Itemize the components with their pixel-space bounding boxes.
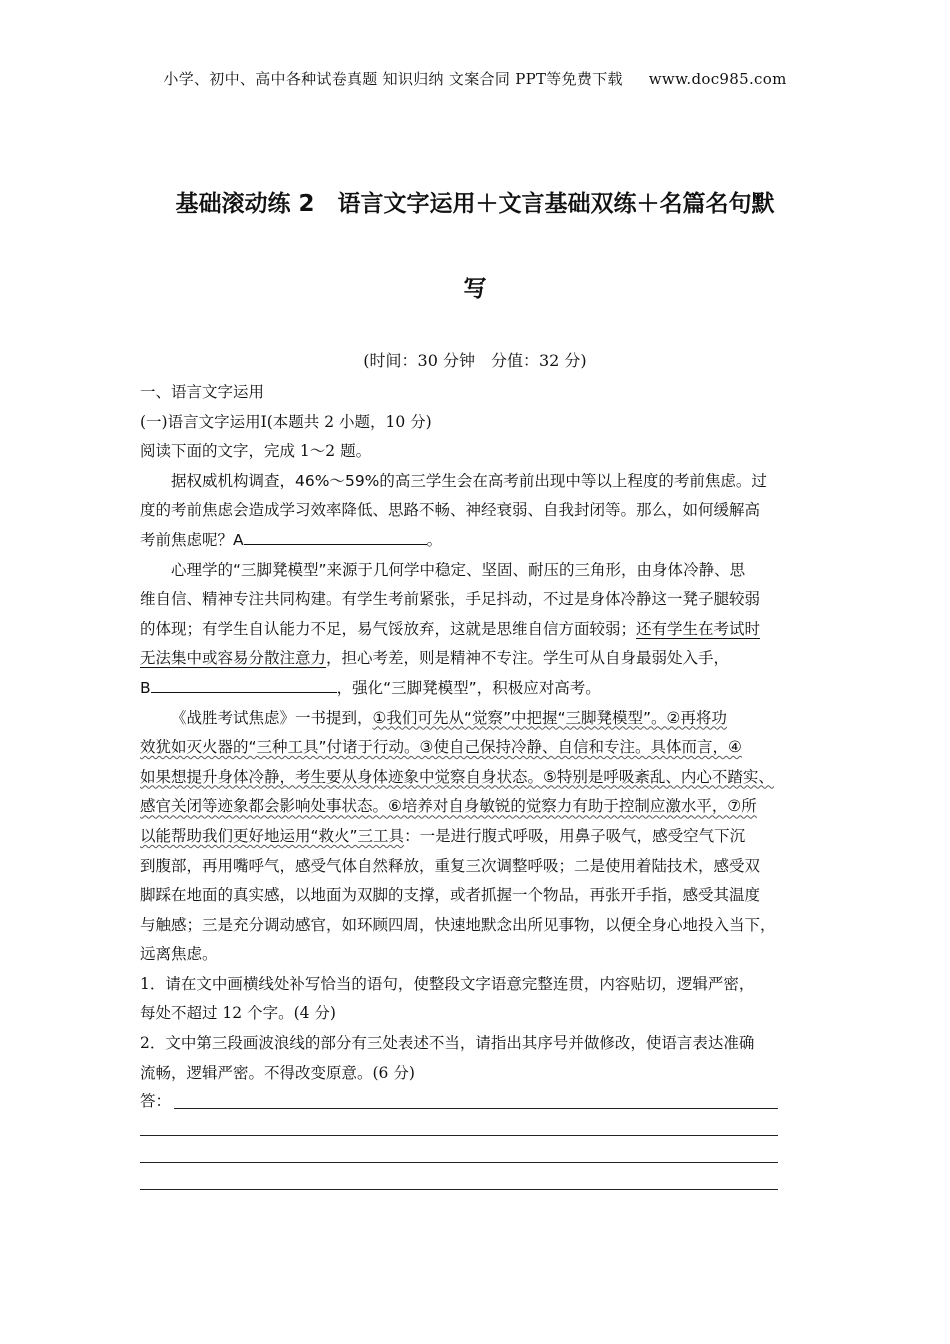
answer-area[interactable] — [140, 1088, 815, 1115]
passage-line: 维自信、精神专注共同构建。有学生考前紧张，手足抖动，不过是身体冷静这一凳子腿较弱 — [140, 590, 761, 609]
passage-line — [140, 704, 815, 734]
passage-line: 脚踩在地面的真实感，以地面为双脚的支撑，或者抓握一个物品，再张开手指，感受其温度 — [140, 886, 761, 905]
question-1-line: 每处不超过 12 个字。(4 分) — [140, 1004, 336, 1023]
answer-rule — [174, 1108, 778, 1109]
wavy-underlined-text: 效犹如灭火器的“三种工具”付诸于行动。③使自己保持冷静、自信和专注。具体而言，④ — [140, 738, 742, 757]
passage-line — [140, 763, 815, 793]
passage-line — [140, 733, 815, 763]
reading-instruction: 阅读下面的文字，完成 1～2 题。 — [140, 442, 372, 461]
blank-label-b: B — [140, 678, 151, 697]
wavy-underlined-text: ①我们可先从“觉察”中把握“三脚凳模型”。②再将功 — [372, 708, 727, 727]
section-heading: 一、语言文字运用 — [140, 383, 265, 401]
answer-rule — [140, 1189, 778, 1190]
passage-text: 《战胜考试焦虑》一书提到， — [171, 708, 373, 727]
question-1-line: 1．请在文中画横线处补写恰当的语句，使整段文字语意完整连贯，内容贴切，逻辑严密， — [140, 974, 755, 993]
time-and-score: (时间：30 分钟 分值：32 分) — [363, 351, 587, 370]
passage-line — [140, 615, 815, 645]
passage-line — [140, 644, 815, 674]
passage-line — [140, 674, 815, 704]
passage-line: 据权威机构调查，46%～59%的高三学生会在高考前出现中等以上程度的考前焦虑。过 — [171, 471, 767, 490]
passage-line: 心理学的“三脚凳模型”来源于几何学中稳定、坚固、耐压的三角形，由身体冷静、思 — [171, 560, 746, 579]
wavy-underlined-text: 以能帮助我们更好地运用“救火”三工具 — [140, 826, 405, 845]
passage-line: 度的考前焦虑会造成学习效率降低、思路不畅、神经衰弱、自我封闭等。那么，如何缓解高 — [140, 501, 761, 520]
answer-rule — [140, 1135, 778, 1136]
sub-section-heading: (一)语言文字运用Ⅰ(本题共 2 小题，10 分) — [140, 412, 432, 431]
wavy-underlined-text: 感官关闭等迹象都会影响处事状态。⑥培养对自身敏锐的觉察力有助于控制应激水平，⑦所 — [140, 797, 757, 816]
answer-area[interactable] — [140, 1169, 815, 1196]
passage-line: 到腹部，再用嘴呼气，感受气体自然释放，重复三次调整呼吸；二是使用着陆技术，感受双 — [140, 856, 761, 875]
passage-text: ：一是进行腹式呼吸，用鼻子吸气，感受空气下沉 — [404, 826, 746, 845]
passage-line — [140, 526, 815, 556]
wavy-underlined-text: 如果想提升身体冷静，考生要从身体迹象中觉察自身状态。⑤特别是呼吸紊乱、内心不踏实、 — [140, 767, 774, 786]
passage-line — [140, 822, 815, 852]
header-url[interactable]: www.doc985.com — [648, 70, 787, 88]
page-title: 基础滚动练 2 语言文字运用＋文言基础双练＋名篇名句默 — [175, 191, 775, 217]
answer-area[interactable] — [140, 1115, 815, 1142]
underlined-text: 无法集中或容易分散注意力 — [140, 649, 327, 668]
passage-text: ，担心考差，则是精神不专注。学生可从自身最弱处入手， — [326, 649, 730, 668]
page-header — [0, 68, 950, 89]
header-text: 小学、初中、高中各种试卷真题 知识归纳 文案合同 PPT等免费下载 — [163, 70, 623, 88]
question-2-line: 流畅，逻辑严密。不得改变原意。(6 分) — [140, 1063, 415, 1082]
answer-rule — [140, 1162, 778, 1163]
underlined-text: 还有学生在考试时 — [636, 619, 761, 638]
passage-text: 。 — [426, 530, 443, 549]
passage-text: 考前焦虑呢？A — [140, 530, 244, 549]
passage-line — [140, 792, 815, 822]
page-title-continued: 写 — [463, 276, 487, 302]
passage-line: 远离焦虑。 — [140, 945, 218, 964]
fill-blank-a[interactable] — [244, 526, 427, 545]
question-2-line: 2．文中第三段画波浪线的部分有三处表述不当，请指出其序号并做修改，使语言表达准确 — [140, 1034, 755, 1053]
document-body — [140, 378, 815, 1196]
answer-label: 答： — [140, 1092, 172, 1111]
answer-area[interactable] — [140, 1142, 815, 1169]
fill-blank-b[interactable] — [151, 674, 337, 693]
passage-text: ，强化“三脚凳模型”，积极应对高考。 — [336, 678, 601, 697]
passage-text: 的体现；有学生自认能力不足，易气馁放弃，这就是思维自信方面较弱； — [140, 619, 637, 638]
passage-line: 与触感；三是充分调动感官，如环顾四周，快速地默念出所见事物，以便全身心地投入当下， — [140, 915, 776, 934]
